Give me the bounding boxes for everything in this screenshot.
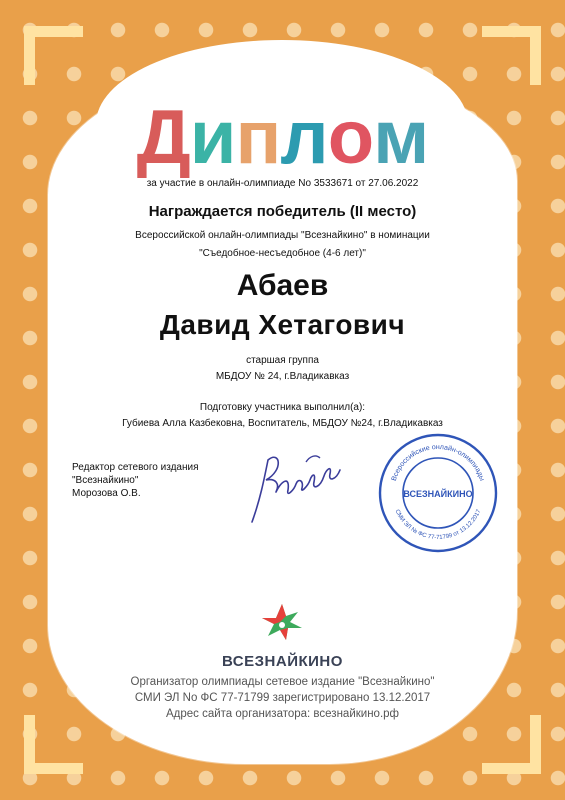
award-subtitle: Всероссийской онлайн-олимпиады "Всезнайкино" в номинации — [135, 230, 430, 241]
participation-text: за участие в онлайн-олимпиаде No 3533671 от 27.06.2022 — [146, 178, 419, 189]
editor-name: Морозова О.В. — [72, 488, 141, 499]
editor-block — [72, 461, 198, 500]
editor-publication: "Всезнайкино" — [72, 475, 139, 486]
organizer-text: Организатор олимпиады сетевое издание "Всезнайкино" — [130, 676, 435, 688]
svg-text:Всероссийские онлайн-олимпиады: Всероссийские онлайн-олимпиады — [390, 443, 486, 482]
title-letter: п — [235, 95, 281, 180]
signature-icon — [246, 440, 346, 535]
title-letter: л — [280, 95, 328, 180]
school-text: МБДОУ № 24, г.Владикавказ — [215, 371, 350, 382]
recipient-surname: Абаев — [236, 269, 329, 302]
prepared-label: Подготовку участника выполнил(а): — [199, 402, 366, 413]
svg-text:ВСЕЗНАЙКИНО: ВСЕЗНАЙКИНО — [403, 489, 473, 499]
title-letter: о — [327, 95, 374, 180]
registration-text: СМИ ЭЛ No ФС 77-71799 зарегистрировано 13.12.2017 — [134, 692, 431, 704]
logo-icon — [252, 600, 312, 650]
award-heading: Награждается победитель (II место) — [148, 203, 417, 220]
prepared-by-text: Губиева Алла Казбековна, Воспитатель, МБДОУ №24, г.Владикавказ — [122, 418, 443, 429]
nomination-text: "Съедобное-несъедобное (4-6 лет)" — [199, 248, 366, 259]
title-letter: и — [189, 95, 236, 180]
editor-title: Редактор сетевого издания — [72, 462, 199, 473]
recipient-given-name: Давид Хетагович — [159, 309, 406, 340]
title-letter: м — [373, 95, 429, 180]
svg-text:СМИ ЭЛ № ФС 77-71799 от 13.12.: СМИ ЭЛ № ФС 77-71799 от 13.12.2017 — [393, 508, 483, 542]
website-text: Адрес сайта организатора: всезнайкино.рф — [165, 708, 400, 720]
group-text: старшая группа — [246, 355, 319, 366]
diploma-title — [0, 95, 565, 180]
seal-stamp — [376, 431, 500, 555]
logo-text: ВСЕЗНАЙКИНО — [222, 653, 343, 670]
title-letter: Д — [136, 95, 190, 180]
